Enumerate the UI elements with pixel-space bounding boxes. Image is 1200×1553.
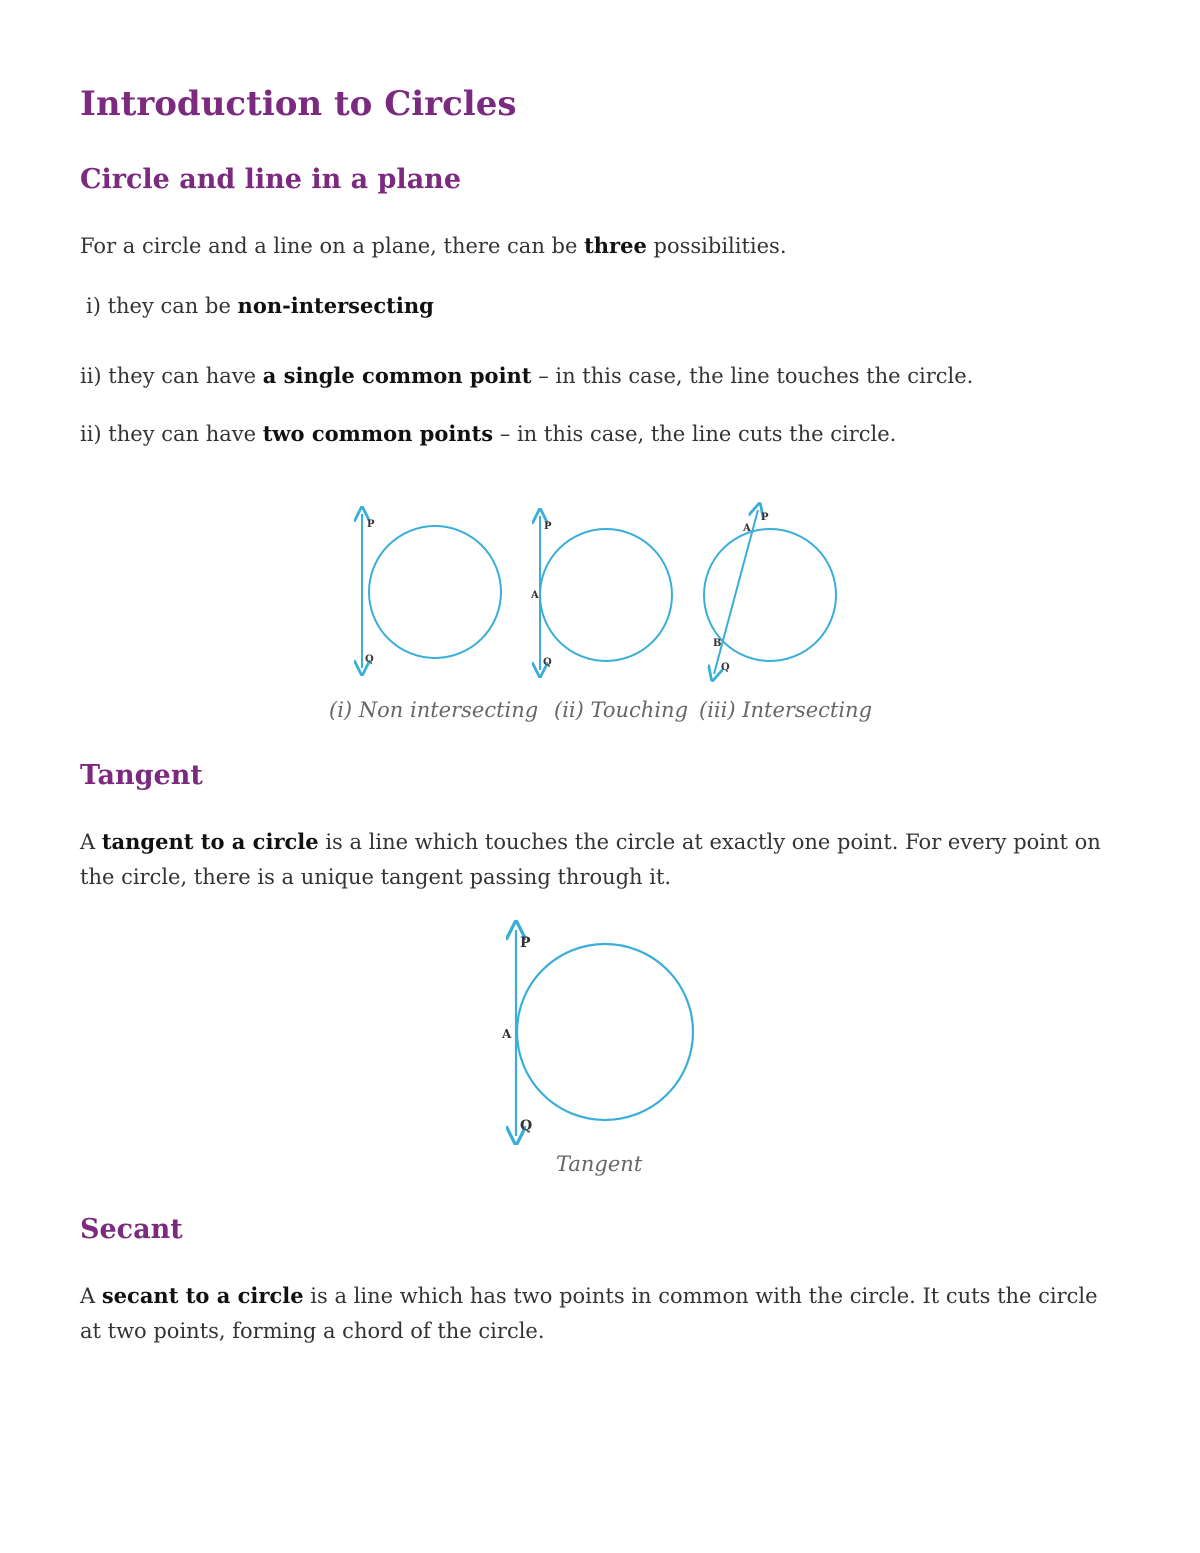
label-p: P [761,512,769,523]
label-p: P [367,519,375,530]
list-item-single-point: ii) they can have a single common point – in this case, the line touches the circle. [80,363,974,388]
tangent-circle [517,944,693,1120]
intersecting-diagram [704,510,836,674]
section-heading-secant: Secant [80,1214,183,1245]
label-b: B [713,638,722,649]
label-p: P [520,935,531,951]
label-q: Q [365,654,374,665]
paragraph-secant: A secant to a circle is a line which has two points in common with the circle. It cuts the circle at two points, forming a chord of the circle. [80,1283,1098,1343]
label-a: A [531,590,539,601]
figure-caption-touching: (ii) Touching [554,698,689,722]
section-heading-circle-and-line: Circle and line in a plane [80,164,461,195]
label-q: Q [520,1118,533,1134]
circle-line-figure [340,500,860,685]
figure-caption-intersecting: (iii) Intersecting [699,698,873,722]
label-q: Q [543,657,552,668]
label-p: P [544,521,552,532]
tangent-figure [490,920,710,1145]
list-item-non-intersecting: i) they can be non-intersecting [86,293,434,318]
section-heading-tangent: Tangent [80,760,203,791]
label-q: Q [721,662,730,673]
line-pq [714,510,758,674]
non-intersecting-diagram [362,514,501,668]
emphasis-tangent: tangent to a circle [101,829,319,854]
list-item-two-points: ii) they can have two common points – in this case, the line cuts the circle. [80,421,897,446]
label-a: A [502,1027,512,1041]
figure-caption-tangent: Tangent [556,1152,643,1176]
emphasis-secant: secant to a circle [101,1283,304,1308]
emphasis-three: three [584,233,647,258]
paragraph-intro: For a circle and a line on a plane, there can be three possibilities. [80,233,787,258]
figure-caption-non-intersecting: (i) Non intersecting [329,698,539,722]
circle [369,526,501,658]
touching-diagram [530,516,672,670]
paragraph-tangent: A tangent to a circle is a line which touches the circle at exactly one point. For every point on the circle, there is a unique tangent passing through it. [80,829,1101,889]
circle [704,529,836,661]
label-a: A [743,523,751,534]
page-title: Introduction to Circles [80,84,517,124]
circle [540,529,672,661]
